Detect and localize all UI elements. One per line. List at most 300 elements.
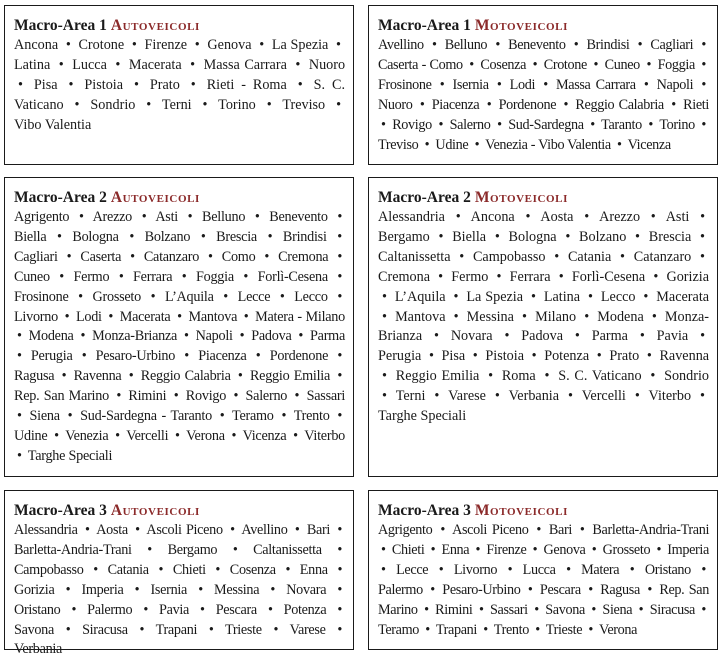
province-item: Ancona [14, 37, 59, 53]
province-item: Verona [599, 621, 638, 638]
bullet-separator: • [700, 328, 706, 345]
bullet-separator: • [653, 268, 659, 285]
bullet-separator: • [337, 408, 343, 425]
province-item: Caserta - Como [378, 56, 463, 73]
bullet-separator: • [647, 581, 652, 598]
bullet-separator: • [507, 561, 513, 578]
bullet-separator: • [532, 541, 538, 558]
province-item: Messina [466, 308, 514, 325]
bullet-separator: • [701, 561, 707, 578]
province-item: Bolzano [144, 228, 191, 245]
bullet-separator: • [267, 601, 273, 618]
province-item: Frosinone [14, 288, 69, 305]
bullet-separator: • [337, 541, 343, 558]
bullet-separator: • [650, 368, 656, 385]
bullet-separator: • [532, 56, 538, 73]
province-item: Terni [395, 388, 426, 405]
province-list [378, 208, 709, 427]
bullet-separator: • [428, 348, 434, 365]
bullet-separator: • [116, 388, 122, 405]
bullet-separator: • [61, 368, 67, 385]
province-list [378, 36, 709, 155]
bullet-separator: • [208, 621, 214, 638]
province-item: Cuneo [14, 268, 50, 285]
bullet-separator: • [133, 76, 139, 93]
box-title [14, 15, 345, 36]
bullet-separator: • [656, 541, 662, 558]
province-item: Roma [501, 368, 536, 385]
province-item: Agrigento [378, 522, 433, 538]
province-item: Caltanissetta [253, 541, 322, 558]
bullet-separator: • [215, 561, 221, 578]
province-item: Messina [214, 581, 260, 598]
bullet-separator: • [563, 96, 569, 113]
province-item: Targhe Speciali [27, 447, 113, 464]
bullet-separator: • [81, 348, 87, 365]
province-item: Prato [609, 348, 640, 365]
bullet-separator: • [584, 308, 590, 325]
bullet-separator: • [381, 116, 386, 133]
province-item: Bergamo [167, 541, 218, 558]
province-item: Enna [299, 561, 328, 578]
box-title [14, 500, 345, 521]
province-item: Palermo [378, 581, 423, 598]
province-item: Oristano [14, 601, 61, 618]
bullet-separator: • [135, 522, 140, 538]
province-item: L’Aquila [164, 288, 214, 305]
box-title [378, 500, 709, 521]
bullet-separator: • [281, 408, 287, 425]
province-item: Campobasso [472, 248, 546, 265]
bullet-separator: • [651, 308, 657, 325]
province-item: Biella [452, 228, 487, 245]
province-item: Salerno [245, 388, 288, 405]
province-item: Trento [293, 408, 330, 425]
bullet-separator: • [59, 268, 65, 285]
bullet-separator: • [453, 288, 459, 305]
bullet-separator: • [337, 561, 343, 578]
province-item: La Spezia [271, 37, 329, 53]
bullet-separator: • [337, 601, 343, 618]
province-item: Macerata [656, 288, 710, 305]
bullet-separator: • [438, 268, 444, 285]
bullet-separator: • [701, 56, 707, 73]
bullet-separator: • [588, 621, 594, 638]
bullet-separator: • [478, 601, 484, 618]
province-item: Cagliari [650, 37, 694, 53]
province-item: Vicenza [627, 136, 671, 153]
bullet-separator: • [522, 308, 528, 325]
province-item: Fermo [451, 268, 489, 285]
bullet-separator: • [243, 268, 249, 285]
province-item: Crotone [543, 56, 587, 73]
bullet-separator: • [337, 522, 343, 538]
bullet-separator: • [336, 96, 342, 113]
province-item: Pistoia [84, 76, 124, 93]
province-item: Terni [161, 96, 192, 113]
macro-area-label: Macro-Area 3 [14, 502, 107, 519]
bullet-separator: • [66, 248, 72, 265]
province-item: Trapani [155, 621, 198, 638]
bullet-separator: • [239, 328, 245, 345]
province-item: Caltanissetta [378, 248, 451, 265]
province-item: Pordenone [269, 348, 329, 365]
bullet-separator: • [536, 522, 541, 538]
province-item: Pordenone [498, 96, 557, 113]
bullet-separator: • [115, 427, 120, 444]
category-label: Autoveicoli [110, 189, 200, 206]
bullet-separator: • [525, 209, 531, 225]
bullet-separator: • [424, 136, 430, 153]
bullet-separator: • [646, 56, 652, 73]
bullet-separator: • [337, 621, 343, 638]
province-item: Pisa [441, 348, 466, 365]
province-item: Novara [286, 581, 327, 598]
bullet-separator: • [430, 581, 435, 598]
province-item: Ragusa [14, 368, 55, 385]
province-item: Siena [29, 408, 60, 425]
bullet-separator: • [336, 37, 342, 53]
bullet-separator: • [579, 522, 585, 538]
bullet-separator: • [701, 116, 707, 133]
province-item: Reggio Emilia [249, 368, 331, 385]
province-item: Siena [602, 601, 633, 618]
category-label: Motoveicoli [474, 17, 568, 34]
category-label: Autoveicoli [110, 17, 200, 34]
province-item: Modena [28, 328, 74, 345]
bullet-separator: • [440, 522, 445, 538]
bullet-separator: • [700, 388, 705, 405]
province-item: Ragusa [600, 581, 640, 598]
province-item: Fermo [73, 268, 110, 285]
bullet-separator: • [637, 37, 643, 53]
province-item: Monza-Brianza [378, 308, 710, 345]
province-item: Bologna [508, 228, 557, 245]
province-list [14, 36, 345, 136]
province-item: Lucca [522, 561, 556, 578]
province-item: Mantova [395, 308, 446, 325]
box-macro-area-2-motoveicoli [368, 177, 718, 477]
bullet-separator: • [131, 37, 137, 53]
province-item: Sud-Sardegna [508, 116, 584, 133]
bullet-separator: • [496, 268, 502, 285]
province-item: Targhe Speciali [378, 408, 467, 425]
province-item: Catania [107, 561, 149, 578]
bullet-separator: • [298, 328, 304, 345]
bullet-separator: • [270, 581, 276, 598]
bullet-separator: • [568, 388, 573, 405]
province-item: Potenza [283, 601, 327, 618]
box-title [378, 187, 709, 208]
province-item: Trieste [224, 621, 262, 638]
province-item: Perugia [378, 348, 422, 365]
province-item: Trento [493, 621, 529, 638]
bullet-separator: • [648, 116, 654, 133]
province-item: Ancona [470, 209, 515, 225]
bullet-separator: • [431, 37, 437, 53]
bullet-separator: • [700, 248, 705, 265]
macro-area-label: Macro-Area 1 [14, 17, 107, 34]
province-item: Udine [14, 427, 48, 444]
bullet-separator: • [650, 209, 656, 225]
province-item: Arezzo [599, 209, 641, 225]
bullet-separator: • [118, 268, 124, 285]
province-item: Macerata [128, 56, 182, 73]
bullet-separator: • [190, 76, 196, 93]
province-item: Verbania [508, 388, 560, 405]
province-item: Modena [597, 308, 644, 325]
bullet-separator: • [80, 328, 86, 345]
province-item: Alessandria [14, 522, 78, 538]
bullet-separator: • [208, 248, 213, 265]
province-item: Imperia [81, 581, 124, 598]
bullet-separator: • [177, 308, 182, 325]
province-item: La Spezia [466, 288, 524, 305]
bullet-separator: • [634, 388, 640, 405]
province-item: Rieti [683, 96, 709, 113]
bullet-separator: • [17, 447, 22, 464]
bullet-separator: • [266, 96, 272, 113]
bullet-separator: • [237, 368, 243, 385]
province-item: Perugia [30, 348, 73, 365]
province-item: Teramo [232, 408, 274, 425]
province-item: Padova [521, 328, 564, 345]
bullet-separator: • [469, 56, 474, 73]
box-title [14, 187, 345, 208]
bullet-separator: • [74, 96, 80, 113]
province-item: Brindisi [586, 37, 630, 53]
province-item: Massa Carrara [555, 76, 636, 93]
bullet-separator: • [544, 368, 550, 385]
bullet-separator: • [337, 228, 342, 245]
province-item: Pesaro-Urbino [442, 581, 521, 598]
province-item: Forlì-Cesena [571, 268, 646, 285]
province-item: Trapani [435, 621, 477, 638]
bullet-separator: • [646, 348, 652, 365]
bullet-separator: • [587, 288, 593, 305]
box-macro-area-1-autoveicoli [4, 5, 354, 165]
province-item: Bergamo [378, 228, 430, 245]
bullet-separator: • [233, 388, 239, 405]
bullet-separator: • [67, 408, 73, 425]
bullet-separator: • [486, 96, 492, 113]
province-item: Ascoli Piceno [146, 522, 223, 538]
province-item: Treviso [378, 136, 419, 153]
bullet-separator: • [591, 601, 596, 618]
province-item: Como [221, 248, 256, 265]
bullet-separator: • [700, 209, 706, 225]
bullet-separator: • [146, 96, 152, 113]
box-macro-area-3-motoveicoli [368, 490, 718, 650]
bullet-separator: • [596, 348, 602, 365]
bullet-separator: • [381, 541, 386, 558]
province-item: Rovigo [392, 116, 432, 133]
macro-area-label: Macro-Area 1 [378, 17, 471, 34]
bullet-separator: • [382, 388, 387, 405]
bullet-separator: • [255, 348, 261, 365]
province-item: Massa Carrara [203, 56, 287, 73]
province-item: Vicenza [242, 427, 287, 444]
province-item: Brescia [648, 228, 692, 245]
province-item: Firenze [144, 37, 188, 53]
bullet-separator: • [337, 368, 343, 385]
category-label: Autoveicoli [110, 502, 200, 519]
bullet-separator: • [294, 522, 300, 538]
bullet-separator: • [200, 228, 206, 245]
bullet-separator: • [438, 561, 444, 578]
province-item: Sassari [490, 601, 528, 618]
bullet-separator: • [438, 116, 444, 133]
province-item: Verona [186, 427, 225, 444]
bullet-separator: • [337, 348, 343, 365]
bullet-separator: • [701, 37, 707, 53]
bullet-separator: • [285, 561, 291, 578]
bullet-separator: • [58, 56, 64, 73]
bullet-separator: • [184, 328, 189, 345]
province-item: Pisa [33, 76, 58, 93]
bullet-separator: • [434, 388, 440, 405]
province-item: Potenza [544, 348, 590, 365]
province-item: Campobasso [14, 561, 84, 578]
province-item: Biella [14, 228, 47, 245]
province-item: Frosinone [378, 76, 432, 93]
bullet-separator: • [534, 601, 539, 618]
province-item: Sud-Sardegna - Taranto [80, 408, 212, 425]
province-item: Benevento [269, 209, 328, 225]
bullet-separator: • [455, 209, 461, 225]
bullet-separator: • [558, 268, 564, 285]
province-item: Lucca [72, 56, 107, 73]
bullet-separator: • [65, 621, 71, 638]
bullet-separator: • [381, 561, 386, 578]
province-item: Catania [567, 248, 612, 265]
province-item: Caserta [80, 248, 122, 265]
bullet-separator: • [419, 96, 425, 113]
bullet-separator: • [496, 76, 502, 93]
bullet-separator: • [187, 209, 193, 225]
province-item: Prato [149, 76, 180, 93]
bullet-separator: • [54, 427, 59, 444]
bullet-separator: • [223, 288, 229, 305]
bullet-separator: • [295, 56, 301, 73]
bullet-separator: • [115, 56, 121, 73]
bullet-separator: • [337, 209, 343, 225]
province-item: Varese [448, 388, 486, 405]
bullet-separator: • [382, 308, 387, 325]
bullet-separator: • [488, 368, 494, 385]
bullet-separator: • [497, 116, 502, 133]
province-item: Salerno [449, 116, 491, 133]
bullet-separator: • [453, 308, 459, 325]
bullet-separator: • [617, 136, 622, 153]
province-item: Forlì-Cesena [257, 268, 328, 285]
bullet-separator: • [671, 96, 676, 113]
bullet-separator: • [531, 348, 537, 365]
province-item: Brindisi [282, 228, 327, 245]
province-item: Bologna [72, 228, 119, 245]
bullet-separator: • [643, 288, 649, 305]
bullet-separator: • [150, 288, 156, 305]
bullet-separator: • [483, 621, 488, 638]
province-item: Ravenna [659, 348, 710, 365]
province-item: Ferrara [133, 268, 173, 285]
province-item: Aosta [96, 522, 128, 538]
province-item: Livorno [453, 561, 498, 578]
province-item: Pavia [656, 328, 689, 345]
bullet-separator: • [439, 76, 445, 93]
province-item: Enna [441, 541, 470, 558]
province-item: Siracusa [649, 601, 695, 618]
bullet-separator: • [279, 288, 285, 305]
bullet-separator: • [294, 388, 300, 405]
province-item: Trieste [545, 621, 583, 638]
bullet-separator: • [494, 228, 500, 245]
bullet-separator: • [530, 288, 536, 305]
bullet-separator: • [438, 228, 444, 245]
bullet-separator: • [173, 388, 179, 405]
bullet-separator: • [93, 561, 98, 578]
province-item: S. C. Vaticano [558, 368, 642, 385]
province-item: Isernia [452, 76, 489, 93]
province-item: Lecce [396, 561, 429, 578]
province-item: Torino [659, 116, 695, 133]
bullet-separator: • [574, 328, 580, 345]
bullet-separator: • [504, 328, 510, 345]
box-macro-area-3-autoveicoli [4, 490, 354, 658]
bullet-separator: • [143, 601, 148, 618]
province-item: Reggio Calabria [140, 368, 231, 385]
bullet-separator: • [147, 541, 152, 558]
province-item: Vibo Valentia [14, 116, 92, 133]
province-item: Piacenza [198, 348, 247, 365]
province-item: Reggio Emilia [395, 368, 480, 385]
province-item: Ascoli Piceno [452, 522, 529, 538]
bullet-separator: • [494, 388, 500, 405]
province-item: Cosenza [480, 56, 527, 73]
province-item: Torino [218, 96, 256, 113]
province-item: Genova [543, 541, 586, 558]
province-item: Cuneo [604, 56, 640, 73]
bullet-separator: • [635, 228, 641, 245]
province-item: Nuoro [378, 96, 413, 113]
bullet-separator: • [18, 76, 23, 93]
province-item: Viterbo [648, 388, 692, 405]
bullet-separator: • [200, 601, 205, 618]
bullet-separator: • [591, 541, 597, 558]
bullet-separator: • [584, 209, 590, 225]
bullet-separator: • [590, 116, 595, 133]
category-label: Motoveicoli [474, 502, 568, 519]
province-item: Padova [251, 328, 292, 345]
province-item: Parma [310, 328, 346, 345]
province-item: Latina [543, 288, 581, 305]
province-item: Novara [450, 328, 493, 345]
bullet-separator: • [64, 308, 70, 325]
province-item: Genova [207, 37, 252, 53]
bullet-separator: • [17, 328, 22, 345]
province-item: Matera - Milano [255, 308, 345, 325]
province-item: Barletta-Andria-Trani [14, 541, 132, 558]
province-item: Oristano [644, 561, 691, 578]
bullet-separator: • [181, 268, 187, 285]
bullet-separator: • [264, 248, 270, 265]
bullet-separator: • [17, 408, 22, 425]
bullet-separator: • [593, 56, 599, 73]
bullet-separator: • [554, 248, 560, 265]
province-item: Livorno [14, 308, 58, 325]
province-item: Cosenza [229, 561, 276, 578]
bullet-separator: • [202, 96, 208, 113]
